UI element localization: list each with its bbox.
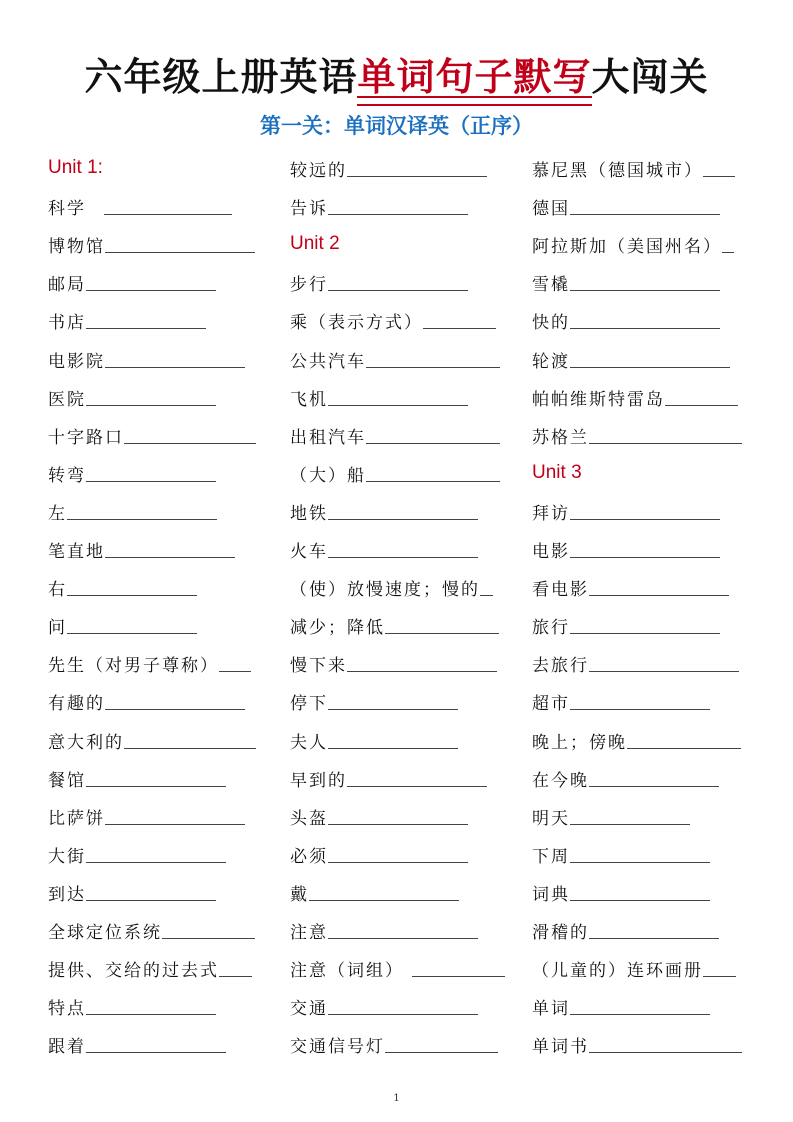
vocab-item xyxy=(532,829,772,867)
answer-blank-line[interactable] xyxy=(328,405,468,406)
vocab-item xyxy=(290,676,530,714)
column-3 xyxy=(532,143,772,1057)
vocab-item xyxy=(290,333,530,371)
answer-blank-line[interactable] xyxy=(328,290,468,291)
vocab-chinese-label: 餐馆 xyxy=(48,770,86,791)
answer-blank-line[interactable] xyxy=(570,290,720,291)
answer-blank-line[interactable] xyxy=(589,938,719,939)
answer-blank-line[interactable] xyxy=(665,405,738,406)
vocab-chinese-label: 博物馆 xyxy=(48,237,105,258)
answer-blank-line[interactable] xyxy=(67,633,197,634)
vocab-item xyxy=(532,676,772,714)
vocab-chinese-label: 停下 xyxy=(290,694,328,715)
vocab-chinese-label: 出租汽车 xyxy=(290,427,366,448)
vocab-item xyxy=(532,486,772,524)
vocab-item xyxy=(48,219,288,257)
vocab-item xyxy=(532,638,772,676)
vocab-chinese-label: 左 xyxy=(48,503,67,524)
vocab-item xyxy=(48,295,288,333)
answer-blank-line[interactable] xyxy=(328,1014,478,1015)
vocab-chinese-label: 减少；降低 xyxy=(290,618,385,639)
answer-blank-line[interactable] xyxy=(105,367,245,368)
vocab-chinese-label: 电影 xyxy=(532,542,570,563)
vocab-chinese-label: 轮渡 xyxy=(532,351,570,372)
vocab-chinese-label: 跟着 xyxy=(48,1037,86,1058)
vocab-item xyxy=(532,714,772,752)
vocab-item xyxy=(48,333,288,371)
vocab-item xyxy=(532,219,772,257)
vocab-chinese-label: （大）船 xyxy=(290,465,366,486)
answer-blank-line[interactable] xyxy=(219,671,251,672)
vocab-chinese-label: 大街 xyxy=(48,846,86,867)
vocab-item xyxy=(532,295,772,333)
answer-blank-line[interactable] xyxy=(104,214,232,215)
answer-blank-line[interactable] xyxy=(328,938,478,939)
title-prefix: 六年级上册英语 xyxy=(84,55,358,99)
vocab-item xyxy=(290,143,530,181)
vocab-item xyxy=(48,372,288,410)
answer-blank-line[interactable] xyxy=(412,976,505,977)
vocab-item xyxy=(290,638,530,676)
vocab-chinese-label: 提供、交给的过去式 xyxy=(48,961,219,982)
vocab-item xyxy=(532,372,772,410)
vocab-item xyxy=(290,562,530,600)
vocab-item xyxy=(48,943,288,981)
answer-blank-line[interactable] xyxy=(328,748,458,749)
vocab-chinese-label: 乘（表示方式） xyxy=(290,313,423,334)
column-1 xyxy=(48,143,288,1057)
answer-blank-line[interactable] xyxy=(423,328,496,329)
vocab-chinese-label: 去旅行 xyxy=(532,656,589,677)
vocab-chinese-label: 意大利的 xyxy=(48,732,124,753)
vocab-item xyxy=(48,410,288,448)
vocab-item xyxy=(48,600,288,638)
answer-blank-line[interactable] xyxy=(328,519,478,520)
vocab-chinese-label: 注意 xyxy=(290,922,328,943)
vocab-item xyxy=(532,181,772,219)
vocab-item xyxy=(290,295,530,333)
vocab-chinese-label: 明天 xyxy=(532,808,570,829)
vocab-chinese-label: 阿拉斯加（美国州名） xyxy=(532,237,722,258)
vocab-chinese-label: 头盔 xyxy=(290,808,328,829)
vocab-item xyxy=(48,486,288,524)
vocab-chinese-label: 帕帕维斯特雷岛 xyxy=(532,389,665,410)
vocab-item xyxy=(48,676,288,714)
answer-blank-line[interactable] xyxy=(86,328,206,329)
vocab-item xyxy=(532,943,772,981)
answer-blank-line[interactable] xyxy=(309,900,459,901)
vocab-chinese-label: 科学 xyxy=(48,199,86,220)
title-suffix: 大闯关 xyxy=(591,55,709,99)
answer-blank-line[interactable] xyxy=(124,443,256,444)
vocab-item xyxy=(290,981,530,1019)
vocab-item xyxy=(48,1019,288,1057)
vocab-chinese-label: 比萨饼 xyxy=(48,808,105,829)
answer-blank-line[interactable] xyxy=(589,786,719,787)
answer-blank-line[interactable] xyxy=(105,824,245,825)
vocab-chinese-label: 告诉 xyxy=(290,199,328,220)
vocab-item xyxy=(48,181,288,219)
answer-blank-line[interactable] xyxy=(105,709,245,710)
vocab-item xyxy=(290,1019,530,1057)
answer-blank-line[interactable] xyxy=(570,633,720,634)
answer-blank-line[interactable] xyxy=(86,481,216,482)
vocab-chinese-label: 先生（对男子尊称） xyxy=(48,656,219,677)
vocab-chinese-label: 苏格兰 xyxy=(532,427,589,448)
vocab-chinese-label: 单词书 xyxy=(532,1037,589,1058)
vocab-item xyxy=(290,867,530,905)
vocab-chinese-label: 地铁 xyxy=(290,503,328,524)
answer-blank-line[interactable] xyxy=(347,671,497,672)
answer-blank-line[interactable] xyxy=(589,671,739,672)
vocab-item xyxy=(532,905,772,943)
answer-blank-line[interactable] xyxy=(570,519,720,520)
answer-blank-line[interactable] xyxy=(124,748,256,749)
page-title xyxy=(0,52,793,102)
vocab-item xyxy=(290,524,530,562)
answer-blank-line[interactable] xyxy=(347,786,487,787)
answer-blank-line[interactable] xyxy=(570,328,720,329)
vocab-item xyxy=(532,753,772,791)
answer-blank-line[interactable] xyxy=(385,633,499,634)
answer-blank-line[interactable] xyxy=(722,252,734,253)
answer-blank-line[interactable] xyxy=(86,405,216,406)
answer-blank-line[interactable] xyxy=(703,176,735,177)
vocab-chinese-label: 问 xyxy=(48,618,67,639)
answer-blank-line[interactable] xyxy=(328,557,478,558)
vocab-chinese-label: 交通 xyxy=(290,999,328,1020)
vocab-item xyxy=(48,981,288,1019)
vocab-chinese-label: 滑稽的 xyxy=(532,922,589,943)
vocab-chinese-label: 单词 xyxy=(532,999,570,1020)
vocab-item xyxy=(290,943,530,981)
answer-blank-line[interactable] xyxy=(366,481,500,482)
vocab-item xyxy=(48,448,288,486)
answer-blank-line[interactable] xyxy=(366,443,500,444)
vocab-chinese-label: （儿童的）连环画册 xyxy=(532,961,703,982)
vocab-chinese-label: 医院 xyxy=(48,389,86,410)
vocab-item xyxy=(532,981,772,1019)
answer-blank-line[interactable] xyxy=(385,1052,498,1053)
vocab-item xyxy=(290,905,530,943)
vocab-item xyxy=(48,791,288,829)
unit-heading: Unit 2 xyxy=(290,233,340,255)
vocab-chinese-label: 飞机 xyxy=(290,389,328,410)
vocab-chinese-label: 早到的 xyxy=(290,770,347,791)
answer-blank-line[interactable] xyxy=(589,443,742,444)
answer-blank-line[interactable] xyxy=(67,595,197,596)
answer-blank-line[interactable] xyxy=(589,595,729,596)
vocab-chinese-label: 火车 xyxy=(290,542,328,563)
vocab-chinese-label: 戴 xyxy=(290,884,309,905)
vocab-item xyxy=(48,905,288,943)
vocab-item xyxy=(290,714,530,752)
vocab-chinese-label: 较远的 xyxy=(290,161,347,182)
answer-blank-line[interactable] xyxy=(105,252,255,253)
vocab-chinese-label: 到达 xyxy=(48,884,86,905)
vocab-item xyxy=(48,524,288,562)
answer-blank-line[interactable] xyxy=(86,862,226,863)
answer-blank-line[interactable] xyxy=(328,709,458,710)
vocab-item xyxy=(290,829,530,867)
answer-blank-line[interactable] xyxy=(570,709,710,710)
answer-blank-line[interactable] xyxy=(328,824,468,825)
vocab-chinese-label: 在今晚 xyxy=(532,770,589,791)
vocab-item xyxy=(290,486,530,524)
vocab-chinese-label: 必须 xyxy=(290,846,328,867)
answer-blank-line[interactable] xyxy=(570,367,730,368)
answer-blank-line[interactable] xyxy=(67,519,217,520)
vocab-chinese-label: 超市 xyxy=(532,694,570,715)
vocab-chinese-label: 夫人 xyxy=(290,732,328,753)
vocab-item xyxy=(290,791,530,829)
vocab-item xyxy=(290,448,530,486)
vocab-item xyxy=(532,524,772,562)
vocab-chinese-label: 注意（词组） xyxy=(290,961,404,982)
vocab-item xyxy=(48,638,288,676)
answer-blank-line[interactable] xyxy=(570,557,720,558)
vocab-chinese-label: 下周 xyxy=(532,846,570,867)
vocab-chinese-label: 词典 xyxy=(532,884,570,905)
vocab-item xyxy=(290,410,530,448)
answer-blank-line[interactable] xyxy=(570,900,710,901)
vocab-chinese-label: 步行 xyxy=(290,275,328,296)
vocab-item xyxy=(48,714,288,752)
vocab-item xyxy=(290,372,530,410)
vocab-chinese-label: 雪橇 xyxy=(532,275,570,296)
vocab-item xyxy=(290,181,530,219)
vocab-item xyxy=(532,1019,772,1057)
answer-blank-line[interactable] xyxy=(366,367,500,368)
unit-heading: Unit 3 xyxy=(532,461,582,483)
answer-blank-line[interactable] xyxy=(86,1014,216,1015)
vocab-item xyxy=(48,257,288,295)
answer-blank-line[interactable] xyxy=(347,176,487,177)
answer-blank-line[interactable] xyxy=(162,938,255,939)
vocab-item xyxy=(290,753,530,791)
vocab-chinese-label: 电影院 xyxy=(48,351,105,372)
page-number: 1 xyxy=(393,1093,400,1104)
vocab-chinese-label: 德国 xyxy=(532,199,570,220)
answer-blank-line[interactable] xyxy=(480,595,493,596)
vocab-item xyxy=(48,867,288,905)
vocab-chinese-label: 看电影 xyxy=(532,580,589,601)
vocab-chinese-label: 交通信号灯 xyxy=(290,1037,385,1058)
answer-blank-line[interactable] xyxy=(570,862,710,863)
answer-blank-line[interactable] xyxy=(86,1052,226,1053)
answer-blank-line[interactable] xyxy=(219,976,252,977)
vocab-item xyxy=(290,257,530,295)
answer-blank-line[interactable] xyxy=(86,290,216,291)
answer-blank-line[interactable] xyxy=(589,1052,742,1053)
vocab-chinese-label: 晚上；傍晚 xyxy=(532,732,627,753)
vocab-item xyxy=(532,257,772,295)
answer-blank-line[interactable] xyxy=(328,862,468,863)
answer-blank-line[interactable] xyxy=(570,214,720,215)
vocab-chinese-label: 转弯 xyxy=(48,465,86,486)
vocab-chinese-label: 十字路口 xyxy=(48,427,124,448)
answer-blank-line[interactable] xyxy=(570,1014,710,1015)
vocab-item xyxy=(532,410,772,448)
vocab-chinese-label: 公共汽车 xyxy=(290,351,366,372)
answer-blank-line[interactable] xyxy=(86,786,226,787)
vocab-chinese-label: 拜访 xyxy=(532,503,570,524)
vocab-chinese-label: 邮局 xyxy=(48,275,86,296)
section-subtitle: 第一关：单词汉译英（正序） xyxy=(260,114,533,138)
vocab-item xyxy=(532,143,772,181)
title-highlight: 单词句子默写 xyxy=(357,52,591,102)
vocab-item xyxy=(532,867,772,905)
answer-blank-line[interactable] xyxy=(86,900,216,901)
vocab-item xyxy=(48,829,288,867)
unit-heading: Unit 1: xyxy=(48,157,103,179)
vocab-chinese-label: 慕尼黑（德国城市） xyxy=(532,161,703,182)
vocab-chinese-label: 全球定位系统 xyxy=(48,922,162,943)
vocab-item xyxy=(532,791,772,829)
vocab-chinese-label: 旅行 xyxy=(532,618,570,639)
vocab-chinese-label: 有趣的 xyxy=(48,694,105,715)
answer-blank-line[interactable] xyxy=(570,824,690,825)
vocab-item xyxy=(290,600,530,638)
vocab-chinese-label: （使）放慢速度；慢的 xyxy=(290,580,480,601)
vocab-chinese-label: 右 xyxy=(48,580,67,601)
vocab-item xyxy=(532,600,772,638)
vocab-chinese-label: 笔直地 xyxy=(48,542,105,563)
answer-blank-line[interactable] xyxy=(105,557,235,558)
vocab-item xyxy=(48,753,288,791)
answer-blank-line[interactable] xyxy=(328,214,468,215)
vocab-chinese-label: 慢下来 xyxy=(290,656,347,677)
vocab-item xyxy=(48,562,288,600)
column-2 xyxy=(290,143,530,1057)
answer-blank-line[interactable] xyxy=(627,748,741,749)
vocab-chinese-label: 快的 xyxy=(532,313,570,334)
answer-blank-line[interactable] xyxy=(703,976,736,977)
vocab-chinese-label: 书店 xyxy=(48,313,86,334)
vocab-item xyxy=(532,333,772,371)
vocab-item xyxy=(532,562,772,600)
vocab-chinese-label: 特点 xyxy=(48,999,86,1020)
